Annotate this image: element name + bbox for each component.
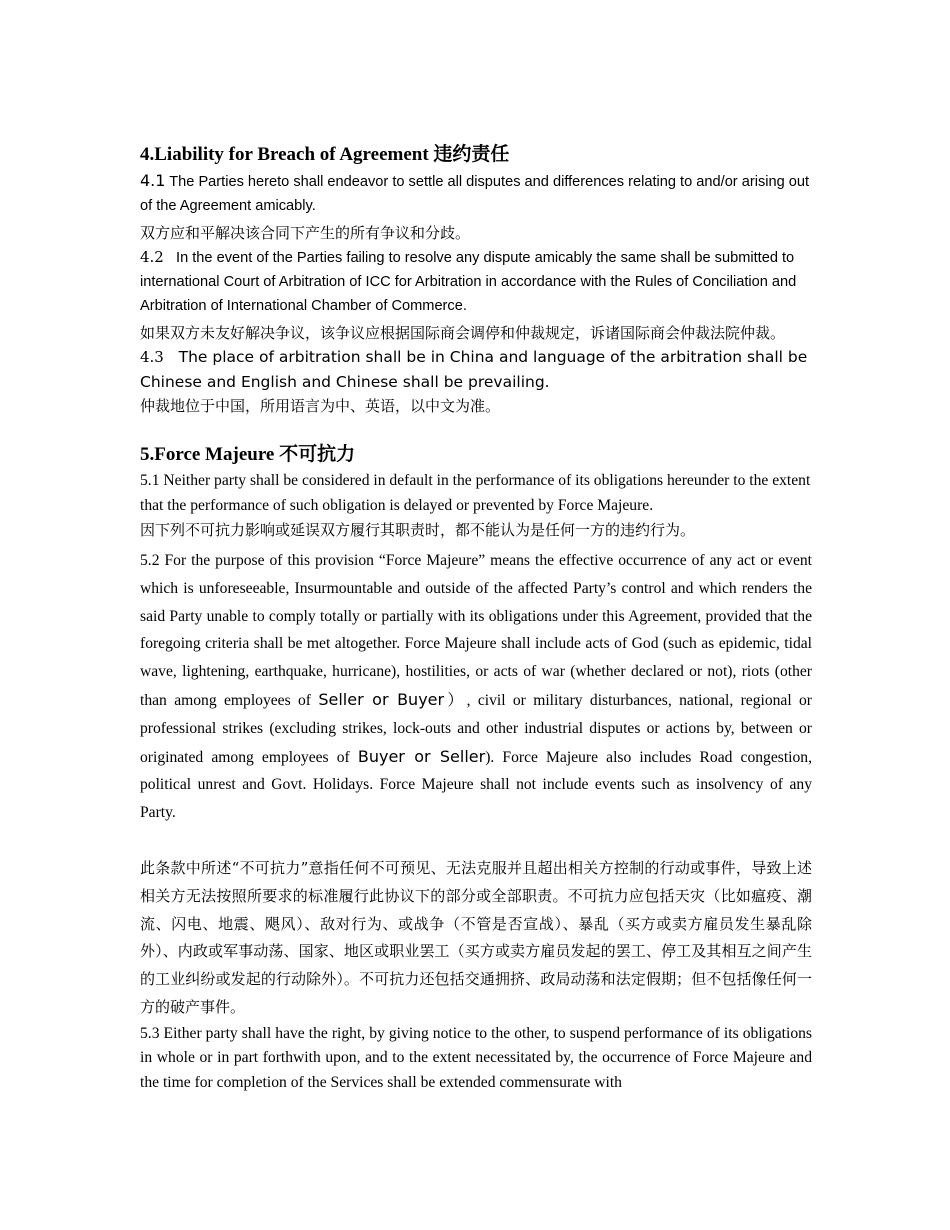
clause-5-2-chinese: 此条款中所述“不可抗力”意指任何不可预见、无法克服并且超出相关方控制的行动或事件，导致上述相关方无法按照所要求的标准履行此协议下的部分或全部职责。不可抗力应包括天灾（比如瘟疫、潮流、闪电、地震、飓风）、敌对行为、或战争（不管是否宣战）、暴乱（买方或卖方雇员发生暴乱除外）、内政或军事动荡、国家、地区或职业罢工（买方或卖方雇员发起的罢工、停工及其相互之间产生的工业纠纷或发起的行动除外）。不可抗力还包括交通拥挤、政局动荡和法定假期；但不包括像任何一方的破产事件。 — [140, 858, 812, 1016]
clause-5-1-text: 5.1 Neither party shall be considered in default in the performance of its obligations hereunder to the extent that the performance of such obligation is delayed or prevented by Force Majeure. — [140, 472, 811, 514]
document-page — [140, 141, 812, 1095]
clause-5-2-part-1: 5.2 For the purpose of this provision “Force Majeure” means the effective occurrence of any act or event which is unforeseeable, Insurmountable and outside of the affected Party’s control and which renders the said Party unable to comply totally or partially with its obligations under this Agreement, provided that the foregoing criteria shall be met altogether. Force Majeure shall include acts of God (such as epidemic, tidal wave, lightening, earthquake, hurricane), hostilities, or acts of war (whether declared or not), riots (other than among employees of — [140, 552, 812, 709]
clause-4-2-chinese: 如果双方未友好解决争议，该争议应根据国际商会调停和仲裁规定，诉诸国际商会仲裁法院仲裁。 — [140, 324, 786, 342]
clause-5-2-party-2: Buyer or Seller — [357, 746, 486, 766]
clause-5-2-party-1: Seller or Buyer — [318, 689, 445, 709]
clause-4-1 — [140, 169, 812, 218]
clause-4-2-text: In the event of the Parties failing to resolve any dispute amicably the same shall be submitted to international Court of Arbitration of ICC for Arbitration in accordance with the Rules of Conciliation and Arbitration of International Chamber of Commerce. — [140, 250, 800, 314]
clause-4-3-number: 4.3 — [140, 348, 164, 366]
clause-4-1-text: The Parties hereto shall endeavor to settle all disputes and differences relating to and/or arising out of the Agreement amicably. — [140, 174, 810, 214]
section-4-heading: 4.Liability for Breach of Agreement 违约责任 — [140, 144, 510, 165]
clause-5-2-part-3: ). Force Majeure also includes Road congestion, political unrest and Govt. Holidays. Force Majeure shall not include events such as insolvency of any Party. — [140, 748, 812, 822]
clause-4-3-chinese: 仲裁地位于中国，所用语言为中、英语，以中文为准。 — [140, 397, 501, 415]
clause-4-2 — [140, 245, 812, 318]
clause-4-2-number: 4.2 — [140, 248, 164, 266]
clause-5-3-text: 5.3 Either party shall have the right, by giving notice to the other, to suspend performance of its obligations in whole or in part forthwith upon, and to the extent necessitated by, the occurrence of Force Majeure and the time for completion of the Services shall be extended commensurate with — [140, 1024, 812, 1091]
clause-4-3 — [140, 345, 812, 394]
clause-4-1-number: 4.1 — [140, 171, 166, 190]
clause-5-2 — [140, 547, 812, 827]
clause-4-3-text: The place of arbitration shall be in China and language of the arbitration shall be Chinese and English and Chinese shall be prevailing. — [140, 348, 813, 391]
clause-5-2-part-2: ）, civil or military disturbances, national, regional or professional strikes (excluding strikes, lock-outs and other industrial disputes or actions by, between or originated among employees of — [140, 691, 812, 766]
section-5-heading: 5.Force Majeure 不可抗力 — [140, 444, 356, 465]
clause-4-1-chinese: 双方应和平解决该合同下产生的所有争议和分歧。 — [140, 224, 471, 242]
clause-5-1-chinese: 因下列不可抗力影响或延误双方履行其职责时，都不能认为是任何一方的违约行为。 — [140, 521, 696, 539]
